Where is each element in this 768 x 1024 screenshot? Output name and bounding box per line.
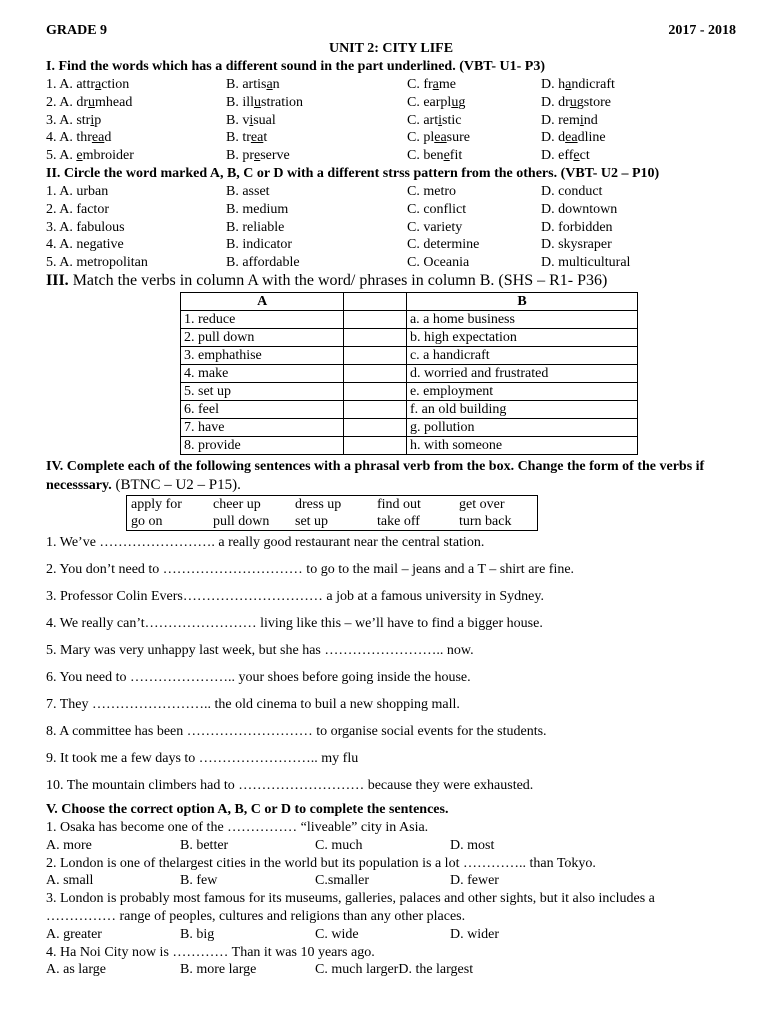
option-text: sual [253,112,276,128]
matching-row [181,364,638,382]
option-text: D. rem [541,112,580,128]
answer-option: D. multicultural [541,255,631,271]
answer-cell[interactable] [344,328,407,346]
answer-option [407,147,462,165]
section-4-source: (BTNC – U2 – P15). [111,476,241,493]
answer-option [226,76,280,94]
question-5-1-options [46,837,736,855]
option-text: C. earpl [407,94,452,110]
underlined-sound: i [438,112,442,128]
answer-option: D. fewer [450,873,499,889]
answer-option: A. as large [46,962,106,978]
answer-option: B. big [180,926,215,942]
answer-option: D. downtown [541,201,618,217]
underlined-sound: u [254,94,262,110]
underlined-sound: e [573,148,580,164]
phrasal-verb: pull down [213,513,270,529]
fill-in-sentence: 8. A committee has been ……………………… to organise social events for the students. [46,723,547,739]
underlined-sound: a [266,77,273,92]
header [46,22,736,40]
answer-option: B. reliable [226,219,285,235]
answer-option [46,147,134,165]
phrasal-verb: apply for [131,496,182,512]
answer-option [46,112,101,130]
answer-option: 3. A. fabulous [46,219,125,235]
question-5-2: 2. London is one of thelargest cities in the world but its population is a lot ………….. than Tokyo. [46,855,596,871]
question-5-4: 4. Ha Noi City now is ………… Than it was 10 years ago. [46,944,375,960]
verb-cell: 4. make [181,364,344,382]
underlined-sound: u [88,94,95,110]
fill-in-sentence: 10. The mountain climbers had to ……………………… because they were exhausted. [46,777,534,793]
phrase-cell: e. employment [406,382,637,400]
matching-row [181,400,638,418]
option-text: C. ben [407,148,444,164]
answer-option [541,147,590,165]
phrasal-verb: turn back [459,513,512,529]
fill-in-sentence: 6. You need to ………………….. your shoes before going inside the house. [46,669,471,685]
answer-option: 4. A. negative [46,237,124,253]
answer-option [407,112,461,130]
stress-question [46,236,736,254]
phrase-cell: c. a handicraft [406,346,637,364]
answer-cell[interactable] [344,418,407,436]
option-text: d [104,130,112,146]
answer-cell[interactable] [344,346,407,364]
option-text: dline [577,130,606,146]
answer-option: B. indicator [226,237,293,253]
fill-in-sentence: 4. We really can’t…………………… living like this – we’ll have to find a bigger house. [46,615,543,631]
section-5-title: V. Choose the correct option A, B, C or D to complete the sentences. [46,801,449,817]
verb-cell: 1. reduce [181,310,344,328]
phrasal-verb: take off [377,513,420,529]
answer-option: B. medium [226,201,289,217]
phrase-cell: g. pollution [406,418,637,436]
fill-in-sentence: 3. Professor Colin Evers………………………… a job at a famous university in Sydney. [46,588,544,604]
option-text: 4. A. thr [46,130,92,146]
option-text: sure [446,130,470,146]
option-text: C. fr [407,77,433,92]
option-text: n [272,77,280,92]
option-text: p [94,112,102,128]
option-text: t [263,130,268,146]
answer-cell[interactable] [344,382,407,400]
answer-option: B. affordable [226,255,300,271]
answer-option: B. more large [180,962,257,978]
answer-option: C. much largerD. the largest [315,962,474,978]
matching-row [181,418,638,436]
pronunciation-question [46,129,736,147]
matching-row [181,382,638,400]
section-4-items [46,529,736,799]
question-5-2-options [46,872,736,890]
matching-table [180,292,638,455]
answer-option: 2. A. factor [46,201,109,217]
answer-option: D. conduct [541,183,603,199]
option-text: B. v [226,112,250,128]
phrasal-verb: dress up [295,496,342,512]
section-2-title: II. Circle the word marked A, B, C or D with a different strss pattern from the others. (VBT- U2 – P10) [46,165,660,181]
option-text: me [438,77,456,92]
answer-option: B. better [180,837,229,853]
stress-question [46,183,736,201]
option-text: ct [579,148,590,164]
section-1-title: I. Find the words which has a different sound in the part underlined. (VBT- U1- P3) [46,59,546,74]
verb-cell: 3. emphathise [181,346,344,364]
answer-option: B. few [180,873,218,889]
fill-in-sentence: 1. We’ve ……………………. a really good restaurant near the central station. [46,534,485,550]
section-4-title [46,458,736,495]
option-text: g [458,94,466,110]
section-1-items [46,76,736,165]
answer-column-header [344,292,407,310]
option-text: stic [442,112,462,128]
pronunciation-question [46,112,736,130]
section-3-text: Match the verbs in column A with the word/ phrases in column B. (SHS – R1- P36) [68,271,608,289]
option-text: stration [261,94,304,110]
verb-cell: 6. feel [181,400,344,418]
answer-option: C. Oceania [407,255,470,271]
answer-option: C. metro [407,183,456,199]
option-text: B. pr [226,148,254,164]
option-text: ndicraft [571,77,615,92]
answer-option: C. conflict [407,201,467,217]
answer-option: D. forbidden [541,219,613,235]
option-text: 1. A. attr [46,77,95,92]
verb-cell: 2. pull down [181,328,344,346]
option-text: ction [101,77,130,92]
answer-option: A. small [46,873,94,889]
phrase-cell: d. worried and frustrated [406,364,637,382]
underlined-sound: u [569,94,577,110]
question-5-3-options [46,926,736,944]
phrasal-verb: find out [377,496,421,512]
answer-option: 5. A. metropolitan [46,255,148,271]
answer-option: C. determine [407,237,480,253]
underlined-sound: u [451,94,459,110]
option-text: 3. A. str [46,112,91,128]
stress-question [46,254,736,272]
unit-title: UNIT 2: CITY LIFE [328,41,454,56]
option-text: D. h [541,77,566,92]
phrasal-verb: cheer up [213,496,261,512]
matching-row [181,328,638,346]
answer-option [407,76,456,94]
answer-option [46,129,111,147]
answer-option [541,94,611,112]
option-text: fit [449,148,463,164]
column-a-header: A [181,292,344,310]
section-2-items [46,183,736,272]
option-text: gstore [576,94,611,110]
phrase-cell: b. high expectation [406,328,637,346]
answer-option [541,112,598,130]
worksheet [46,22,736,979]
phrase-cell: a. a home business [406,310,637,328]
answer-cell[interactable] [344,310,407,328]
answer-option: C. much [315,837,363,853]
pronunciation-question [46,147,736,165]
underlined-sound: ea [250,130,264,146]
answer-option: A. more [46,837,92,853]
column-b-header: B [406,292,637,310]
underlined-sound: e [254,148,261,164]
question-5-3-line-2: …………… range of peoples, cultures and religions than any other places. [46,908,466,924]
option-text: B. ill [226,94,255,110]
answer-option: A. greater [46,926,102,942]
answer-option [407,94,465,112]
option-text: D. dr [541,94,570,110]
option-text: B. tr [226,130,251,146]
phrasal-verb: set up [295,513,329,529]
underlined-sound: ea [91,130,105,146]
option-text: C. pl [407,130,435,146]
phrasal-verb-box [126,495,538,531]
answer-option: D. wider [450,926,499,942]
answer-option [541,129,606,147]
option-text: mhead [95,94,133,110]
verb-cell: 7. have [181,418,344,436]
option-text: nd [583,112,598,128]
option-text: C. art [407,112,439,128]
option-text: mbroider [82,148,134,164]
stress-question [46,201,736,219]
answer-option: 1. A. urban [46,183,109,199]
phrasal-verb: get over [459,496,505,512]
fill-in-sentence: 9. It took me a few days to …………………….. my flu [46,750,359,766]
section-4-instructions: IV. Complete each of the following sentences with a phrasal verb from the box. Change the form of the verbs if necesssary. [46,458,705,493]
section-3-title [46,272,736,292]
matching-row [181,436,638,454]
option-text: D. eff [541,148,574,164]
answer-option [541,76,615,94]
option-text: 2. A. dr [46,94,88,110]
pronunciation-question [46,76,736,94]
answer-option [226,129,267,147]
option-text: B. artis [226,77,267,92]
phrase-cell: f. an old building [406,400,637,418]
option-text: 5. A. [46,148,77,164]
underlined-sound: a [432,77,439,92]
underlined-sound: ea [434,130,447,146]
grade-label: GRADE 9 [46,23,108,38]
answer-option [46,94,132,112]
answer-option: C.smaller [315,873,370,889]
underlined-sound: a [95,77,102,92]
fill-in-sentence: 2. You don’t need to ………………………… to go to the mail – jeans and a T – shirt are fine. [46,561,575,577]
question-5-1: 1. Osaka has become one of the …………… “liveable” city in Asia. [46,819,429,835]
underlined-sound: i [90,112,95,128]
stress-question [46,219,736,237]
answer-option: B. asset [226,183,270,199]
answer-option [46,76,129,94]
answer-option: C. variety [407,219,463,235]
answer-option [407,129,470,147]
option-text: serve [260,148,290,164]
underlined-sound: e [443,148,450,164]
fill-in-sentence: 7. They …………………….. the old cinema to buil a new shopping mall. [46,696,460,712]
answer-option [226,147,290,165]
verb-cell: 5. set up [181,382,344,400]
answer-cell[interactable] [344,364,407,382]
phrase-cell: h. with someone [406,436,637,454]
answer-option [226,94,303,112]
school-year: 2017 - 2018 [668,23,736,38]
answer-option: C. wide [315,926,359,942]
section-3-number: III. [46,271,69,289]
pronunciation-question [46,94,736,112]
answer-cell[interactable] [344,400,407,418]
verb-cell: 8. provide [181,436,344,454]
underlined-sound: ea [565,130,578,146]
question-5-3-line-1: 3. London is probably most famous for its museums, galleries, palaces and other sights, but it also includes a [46,891,655,907]
fill-in-sentence: 5. Mary was very unhappy last week, but she has …………………….. now. [46,642,474,658]
underlined-sound: e [76,148,83,164]
matching-row [181,346,638,364]
phrasal-verb: go on [131,513,163,529]
answer-option: D. skysraper [541,237,612,253]
underlined-sound: a [565,77,572,92]
question-5-4-options [46,961,736,979]
answer-cell[interactable] [344,436,407,454]
underlined-sound: i [579,112,584,128]
answer-option [226,112,276,130]
matching-row [181,310,638,328]
option-text: D. d [541,130,566,146]
answer-option: D. most [450,837,495,853]
underlined-sound: i [249,112,254,128]
